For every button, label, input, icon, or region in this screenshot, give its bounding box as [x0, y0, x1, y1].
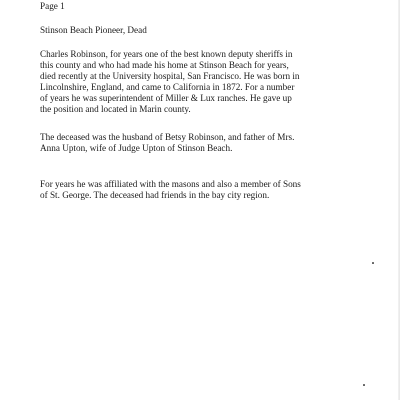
- text-line: the position and located in Marin county.: [40, 104, 191, 114]
- scan-speck: [372, 262, 374, 264]
- text-line: Lincolnshire, England, and came to California in 1872. For a number: [40, 82, 295, 92]
- text-line: died recently at the University hospital, San Francisco. He was born in: [40, 71, 300, 81]
- text-line: this county and who had made his home at Stinson Beach for years,: [40, 60, 289, 70]
- paragraph-1: [40, 49, 370, 115]
- paragraph-3: [40, 179, 370, 201]
- text-line: Anna Upton, wife of Judge Upton of Stinson Beach.: [40, 143, 233, 153]
- page-label: Page 1: [40, 1, 65, 11]
- text-line: of years he was superintendent of Miller & Lux ranches. He gave up: [40, 93, 292, 103]
- paragraph-2: [40, 132, 370, 154]
- scan-speck: [363, 384, 365, 386]
- text-line: For years he was affiliated with the masons and also a member of Sons: [40, 179, 301, 189]
- text-line: The deceased was the husband of Betsy Robinson, and father of Mrs.: [40, 132, 295, 142]
- article-title: Stinson Beach Pioneer, Dead: [40, 25, 147, 35]
- text-line: Charles Robinson, for years one of the best known deputy sheriffs in: [40, 49, 293, 59]
- text-line: of St. George. The deceased had friends in the bay city region.: [40, 190, 270, 200]
